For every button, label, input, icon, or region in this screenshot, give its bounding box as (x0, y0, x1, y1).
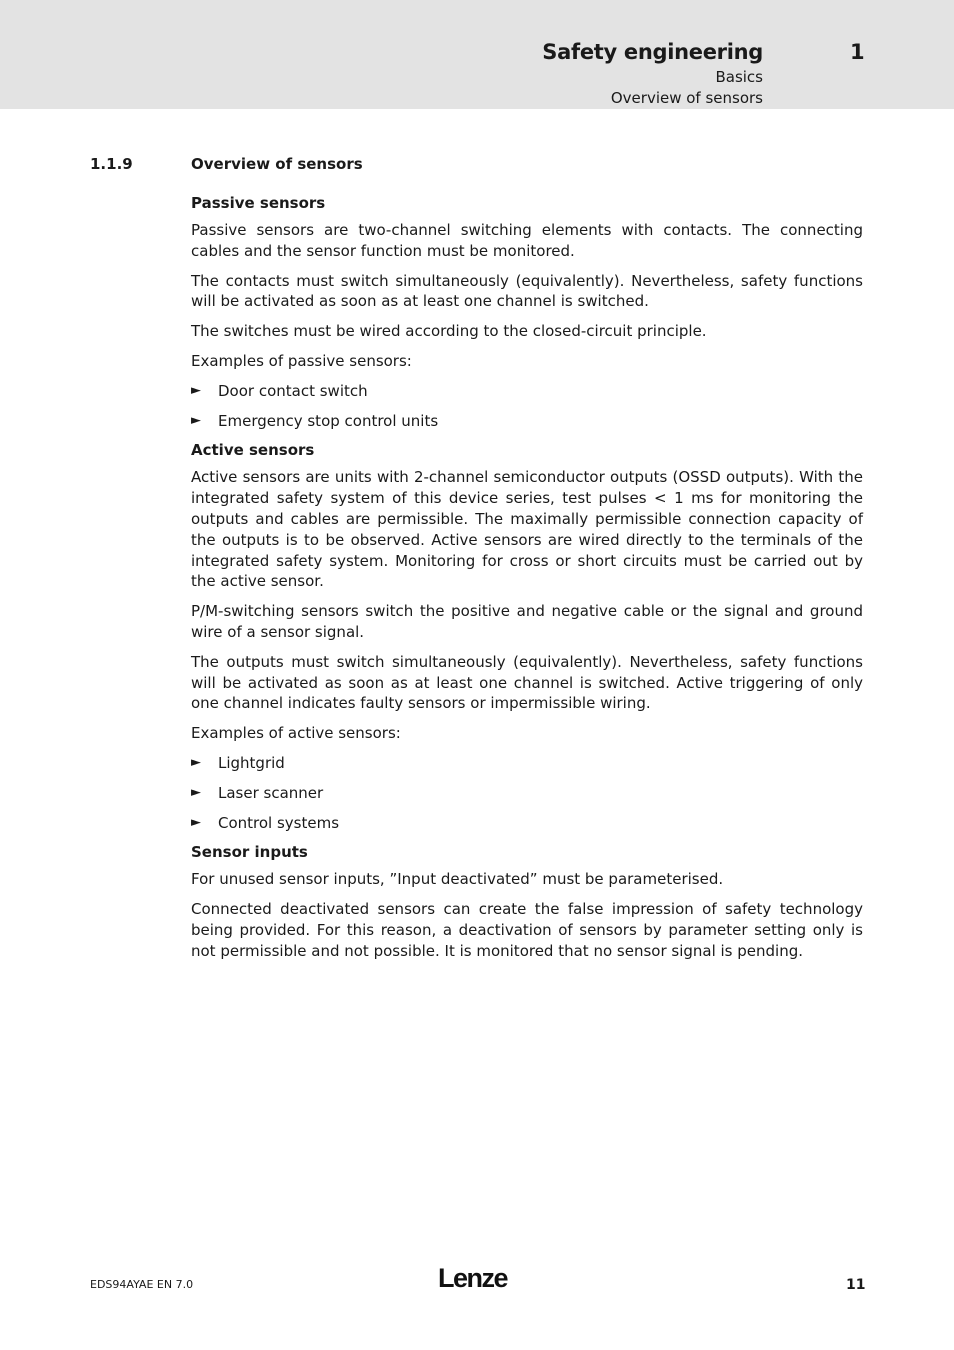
bullet-arrow-icon: ► (191, 784, 201, 800)
active-paragraph-1: Active sensors are units with 2-channel semiconductor outputs (OSSD outputs). With the integrated safety system of this device series, test pulses < 1 ms for monitoring the outputs and cables are permissible. The maximally permissible connection capacity of the outputs is to be observed. Active sensors are wired directly to the terminals of the integrated safety system. Monitoring for cross or short circuits must be carried out by the active sensor. (191, 468, 863, 591)
bullet-arrow-icon: ► (191, 382, 201, 398)
passive-examples-intro: Examples of passive sensors: (191, 351, 412, 370)
list-item: ► Control systems (191, 813, 340, 832)
passive-sensors-heading: Passive sensors (191, 194, 326, 212)
bullet-arrow-icon: ► (191, 754, 201, 770)
passive-paragraph-1: Passive sensors are two-channel switching elements with contacts. The connecting cables and the sensor function must be monitored. (191, 221, 863, 260)
chapter-title: Safety engineering (542, 40, 763, 64)
section-number: 1.1.9 (90, 155, 133, 173)
main-content (191, 193, 863, 971)
active-examples-list (191, 753, 863, 833)
inputs-paragraph-1: For unused sensor inputs, ”Input deactivated” must be parameterised. (191, 870, 724, 889)
active-sensors-heading: Active sensors (191, 441, 315, 460)
document-id: EDS94AYAE EN 7.0 (90, 1278, 194, 1291)
page-number: 11 (846, 1277, 866, 1293)
section-title: Overview of sensors (191, 155, 363, 173)
active-paragraph-2: P/M-switching sensors switch the positive and negative cable or the signal and ground wire of a sensor signal. (191, 602, 863, 641)
bullet-arrow-icon: ► (191, 412, 201, 428)
lenze-logo: Lenze (438, 1263, 508, 1293)
list-item: ► Laser scanner (191, 783, 324, 802)
chapter-number: 1 (850, 40, 865, 64)
active-examples-intro: Examples of active sensors: (191, 724, 401, 743)
sensor-inputs-heading: Sensor inputs (191, 843, 308, 862)
passive-paragraph-2: The contacts must switch simultaneously (equivalently). Nevertheless, safety functions will be activated as soon as at least one channel is switched. (191, 271, 863, 311)
inputs-paragraph-2: Connected deactivated sensors can create the false impression of safety technology being provided. For this reason, a deactivation of sensors by parameter setting only is not permissible and not possible. It is monitored that no sensor signal is pending. (191, 900, 863, 960)
list-item: ► Door contact switch (191, 381, 368, 400)
passive-examples-list (191, 381, 863, 432)
header-band (0, 0, 954, 109)
list-item: ► Lightgrid (191, 753, 285, 772)
passive-paragraph-3: The switches must be wired according to the closed-circuit principle. (191, 322, 707, 341)
bullet-arrow-icon: ► (191, 814, 201, 830)
active-paragraph-3: The outputs must switch simultaneously (equivalently). Nevertheless, safety functions will be activated as soon as at least one channel is switched. Active triggering of only one channel indicates faulty sensors or impermissible wiring. (191, 652, 863, 713)
list-item: ► Emergency stop control units (191, 411, 439, 430)
header-subtitle-section: Overview of sensors (610, 89, 763, 107)
header-subtitle-basics: Basics (715, 68, 763, 86)
